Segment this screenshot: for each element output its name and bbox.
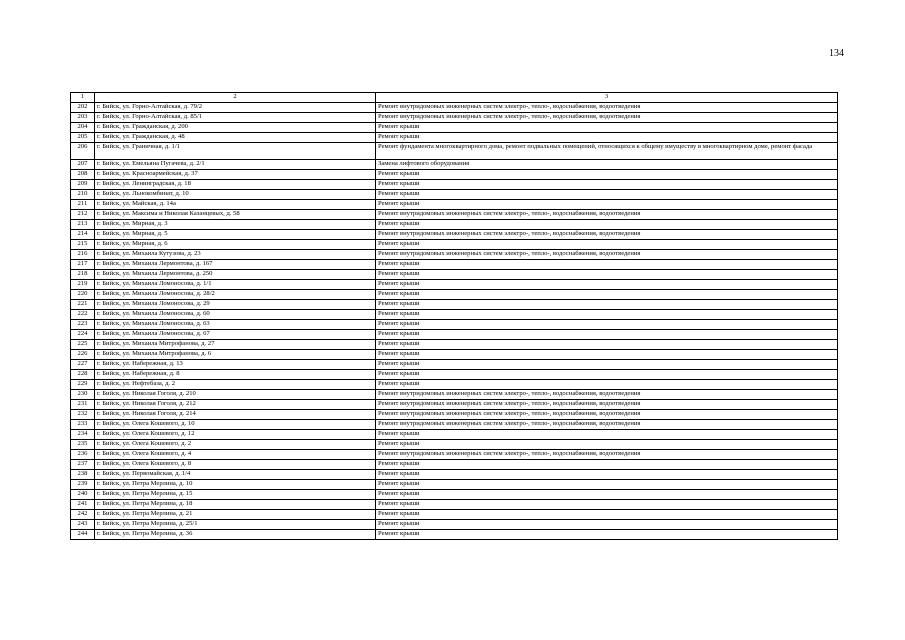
header-row [71, 93, 838, 103]
row-number-cell: 234 [71, 430, 95, 440]
work-type-cell: Ремонт внутридомовых инженерных систем электро-, тепло-, водоснабжения, водоотведения [376, 103, 838, 113]
address-cell: г. Бийск, ул. Ленинградская, д. 18 [95, 180, 376, 190]
table-row [71, 200, 838, 210]
work-type-cell: Ремонт крыши [376, 180, 838, 190]
table-row [71, 240, 838, 250]
work-type-cell: Ремонт крыши [376, 480, 838, 490]
work-type-cell: Ремонт крыши [376, 300, 838, 310]
row-number-cell: 206 [71, 143, 95, 160]
address-cell: г. Бийск, ул. Петра Мерлина, д. 10 [95, 480, 376, 490]
work-type-cell: Ремонт крыши [376, 190, 838, 200]
table-row [71, 230, 838, 240]
table-row [71, 330, 838, 340]
work-type-cell: Ремонт внутридомовых инженерных систем электро-, тепло-, водоснабжения, водоотведения [376, 420, 838, 430]
row-number-cell: 226 [71, 350, 95, 360]
row-number-cell: 243 [71, 520, 95, 530]
work-type-cell: Ремонт крыши [376, 200, 838, 210]
address-cell: г. Бийск, ул. Мирная, д. 3 [95, 220, 376, 230]
row-number-cell: 236 [71, 450, 95, 460]
row-number-cell: 241 [71, 500, 95, 510]
work-type-cell: Ремонт крыши [376, 220, 838, 230]
address-cell: г. Бийск, ул. Олега Кошевого, д. 10 [95, 420, 376, 430]
address-cell: г. Бийск, ул. Михаила Ломоносова, д. 29 [95, 300, 376, 310]
work-type-cell: Ремонт крыши [376, 530, 838, 540]
table-row [71, 520, 838, 530]
table-row [71, 220, 838, 230]
table-row [71, 300, 838, 310]
address-cell: г. Бийск, ул. Петра Мерлина, д. 21 [95, 510, 376, 520]
table-row [71, 440, 838, 450]
row-number-cell: 216 [71, 250, 95, 260]
table-row [71, 470, 838, 480]
address-cell: г. Бийск, ул. Мирная, д. 6 [95, 240, 376, 250]
work-type-cell: Ремонт внутридомовых инженерных систем электро-, тепло-, водоснабжения, водоотведения [376, 390, 838, 400]
address-cell: г. Бийск, ул. Набережная, д. 8 [95, 370, 376, 380]
row-number-cell: 230 [71, 390, 95, 400]
address-cell: г. Бийск, ул. Михаила Ломоносова, д. 28/2 [95, 290, 376, 300]
row-number-cell: 210 [71, 190, 95, 200]
address-cell: г. Бийск, ул. Горно-Алтайская, д. 79/2 [95, 103, 376, 113]
table-row [71, 360, 838, 370]
row-number-cell: 227 [71, 360, 95, 370]
work-type-cell: Ремонт крыши [376, 133, 838, 143]
row-number-cell: 213 [71, 220, 95, 230]
address-cell: г. Бийск, ул. Емельяна Пугачева, д. 2/1 [95, 160, 376, 170]
table-row [71, 210, 838, 220]
table-row [71, 180, 838, 190]
work-type-cell: Ремонт крыши [376, 290, 838, 300]
address-cell: г. Бийск, ул. Михаила Митрофанова, д. 27 [95, 340, 376, 350]
row-number-cell: 208 [71, 170, 95, 180]
header-cell-address: 2 [95, 93, 376, 103]
address-cell: г. Бийск, ул. Первомайская, д. 1/4 [95, 470, 376, 480]
address-cell: г. Бийск, ул. Михаила Ломоносова, д. 63 [95, 320, 376, 330]
address-cell: г. Бийск, ул. Красноармейская, д. 37 [95, 170, 376, 180]
work-type-cell: Ремонт крыши [376, 123, 838, 133]
row-number-cell: 203 [71, 113, 95, 123]
table-row [71, 530, 838, 540]
work-type-cell: Ремонт крыши [376, 320, 838, 330]
work-type-cell: Ремонт крыши [376, 270, 838, 280]
row-number-cell: 207 [71, 160, 95, 170]
table-row [71, 270, 838, 280]
address-cell: г. Бийск, ул. Граничная, д. 1/1 [95, 143, 376, 160]
row-number-cell: 211 [71, 200, 95, 210]
address-cell: г. Бийск, ул. Петра Мерлина, д. 36 [95, 530, 376, 540]
table-row [71, 400, 838, 410]
work-type-cell: Ремонт крыши [376, 460, 838, 470]
row-number-cell: 223 [71, 320, 95, 330]
table-row [71, 420, 838, 430]
row-number-cell: 209 [71, 180, 95, 190]
table-row [71, 113, 838, 123]
row-number-cell: 204 [71, 123, 95, 133]
row-number-cell: 212 [71, 210, 95, 220]
address-cell: г. Бийск, ул. Олега Кошевого, д. 12 [95, 430, 376, 440]
work-type-cell: Ремонт крыши [376, 520, 838, 530]
work-type-cell: Ремонт крыши [376, 370, 838, 380]
work-type-cell: Ремонт крыши [376, 380, 838, 390]
work-type-cell: Ремонт внутридомовых инженерных систем электро-, тепло-, водоснабжения, водоотведения [376, 400, 838, 410]
row-number-cell: 240 [71, 490, 95, 500]
address-cell: г. Бийск, ул. Петра Мерлина, д. 25/1 [95, 520, 376, 530]
work-type-cell: Замена лифтового оборудования [376, 160, 838, 170]
table-row [71, 133, 838, 143]
work-type-cell: Ремонт крыши [376, 510, 838, 520]
address-cell: г. Бийск, ул. Нефтебаза, д. 2 [95, 380, 376, 390]
address-cell: г. Бийск, ул. Петра Мерлина, д. 18 [95, 500, 376, 510]
work-type-cell: Ремонт крыши [376, 170, 838, 180]
work-type-cell: Ремонт крыши [376, 360, 838, 370]
work-type-cell: Ремонт крыши [376, 350, 838, 360]
address-cell: г. Бийск, ул. Мирная, д. 5 [95, 230, 376, 240]
work-type-cell: Ремонт внутридомовых инженерных систем электро-, тепло-, водоснабжения, водоотведения [376, 450, 838, 460]
work-type-cell: Ремонт внутридомовых инженерных систем электро-, тепло-, водоснабжения, водоотведения [376, 250, 838, 260]
header-cell-work: 3 [376, 93, 838, 103]
row-number-cell: 232 [71, 410, 95, 420]
address-cell: г. Бийск, ул. Льнокомбинат, д. 10 [95, 190, 376, 200]
work-type-cell: Ремонт фундамента многоквартирного дома, ремонт подвальных помещений, относящихся к общему имуществу в многоквартирном доме, ремонт фасада [376, 143, 838, 160]
work-type-cell: Ремонт внутридомовых инженерных систем электро-, тепло-, водоснабжения, водоотведения [376, 210, 838, 220]
row-number-cell: 233 [71, 420, 95, 430]
work-type-cell: Ремонт крыши [376, 430, 838, 440]
table-row [71, 380, 838, 390]
table-row [71, 390, 838, 400]
address-cell: г. Бийск, ул. Олега Кошевого, д. 8 [95, 460, 376, 470]
row-number-cell: 225 [71, 340, 95, 350]
address-cell: г. Бийск, ул. Михаила Ломоносова, д. 1/1 [95, 280, 376, 290]
table-row [71, 410, 838, 420]
table-row [71, 340, 838, 350]
table-row [71, 290, 838, 300]
row-number-cell: 229 [71, 380, 95, 390]
row-number-cell: 219 [71, 280, 95, 290]
row-number-cell: 235 [71, 440, 95, 450]
table-row [71, 310, 838, 320]
register-table [70, 92, 838, 540]
address-cell: г. Бийск, ул. Николая Гоголя, д. 212 [95, 400, 376, 410]
table-row [71, 510, 838, 520]
table-row [71, 370, 838, 380]
row-number-cell: 222 [71, 310, 95, 320]
work-type-cell: Ремонт крыши [376, 240, 838, 250]
work-type-cell: Ремонт внутридомовых инженерных систем электро-, тепло-, водоснабжения, водоотведения [376, 230, 838, 240]
row-number-cell: 215 [71, 240, 95, 250]
row-number-cell: 244 [71, 530, 95, 540]
row-number-cell: 218 [71, 270, 95, 280]
table-row [71, 500, 838, 510]
header-cell-number: 1 [71, 93, 95, 103]
register-body [71, 93, 838, 540]
address-cell: г. Бийск, ул. Гражданская, д. 48 [95, 133, 376, 143]
table-row [71, 190, 838, 200]
work-type-cell: Ремонт крыши [376, 280, 838, 290]
address-cell: г. Бийск, ул. Михаила Ломоносова, д. 67 [95, 330, 376, 340]
row-number-cell: 238 [71, 470, 95, 480]
address-cell: г. Бийск, ул. Михаила Кутузова, д. 23 [95, 250, 376, 260]
table-row [71, 250, 838, 260]
address-cell: г. Бийск, ул. Николая Гоголя, д. 214 [95, 410, 376, 420]
table-row [71, 260, 838, 270]
work-type-cell: Ремонт крыши [376, 440, 838, 450]
work-type-cell: Ремонт крыши [376, 340, 838, 350]
table-row [71, 320, 838, 330]
row-number-cell: 224 [71, 330, 95, 340]
row-number-cell: 242 [71, 510, 95, 520]
work-type-cell: Ремонт крыши [376, 260, 838, 270]
table-row [71, 350, 838, 360]
row-number-cell: 239 [71, 480, 95, 490]
address-cell: г. Бийск, ул. Майская, д. 14а [95, 200, 376, 210]
work-type-cell: Ремонт крыши [376, 330, 838, 340]
table-row [71, 490, 838, 500]
row-number-cell: 231 [71, 400, 95, 410]
table-row [71, 430, 838, 440]
table-row [71, 280, 838, 290]
address-cell: г. Бийск, ул. Михаила Митрофанова, д. 6 [95, 350, 376, 360]
address-cell: г. Бийск, ул. Олега Кошевого, д. 2 [95, 440, 376, 450]
row-number-cell: 205 [71, 133, 95, 143]
work-type-cell: Ремонт крыши [376, 490, 838, 500]
address-cell: г. Бийск, ул. Горно-Алтайская, д. 85/1 [95, 113, 376, 123]
table-row [71, 460, 838, 470]
address-cell: г. Бийск, ул. Набережная, д. 13 [95, 360, 376, 370]
row-number-cell: 202 [71, 103, 95, 113]
address-cell: г. Бийск, ул. Михаила Лермонтова, д. 167 [95, 260, 376, 270]
table-row [71, 143, 838, 160]
address-cell: г. Бийск, ул. Николая Гоголя, д. 210 [95, 390, 376, 400]
work-type-cell: Ремонт внутридомовых инженерных систем электро-, тепло-, водоснабжения, водоотведения [376, 113, 838, 123]
work-type-cell: Ремонт крыши [376, 470, 838, 480]
address-cell: г. Бийск, ул. Олега Кошевого, д. 4 [95, 450, 376, 460]
row-number-cell: 237 [71, 460, 95, 470]
table-row [71, 123, 838, 133]
row-number-cell: 217 [71, 260, 95, 270]
page-number: 134 [829, 48, 844, 59]
work-type-cell: Ремонт внутридомовых инженерных систем электро-, тепло-, водоснабжения, водоотведения [376, 410, 838, 420]
address-cell: г. Бийск, ул. Петра Мерлина, д. 15 [95, 490, 376, 500]
address-cell: г. Бийск, ул. Гражданская, д. 200 [95, 123, 376, 133]
row-number-cell: 228 [71, 370, 95, 380]
address-cell: г. Бийск, ул. Максима и Николая Казанцевых, д. 58 [95, 210, 376, 220]
table-row [71, 480, 838, 490]
work-type-cell: Ремонт крыши [376, 500, 838, 510]
table-row [71, 170, 838, 180]
row-number-cell: 220 [71, 290, 95, 300]
row-number-cell: 221 [71, 300, 95, 310]
table-row [71, 450, 838, 460]
address-cell: г. Бийск, ул. Михаила Лермонтова, д. 250 [95, 270, 376, 280]
address-cell: г. Бийск, ул. Михаила Ломоносова, д. 60 [95, 310, 376, 320]
table-row [71, 103, 838, 113]
row-number-cell: 214 [71, 230, 95, 240]
table-row [71, 160, 838, 170]
work-type-cell: Ремонт крыши [376, 310, 838, 320]
